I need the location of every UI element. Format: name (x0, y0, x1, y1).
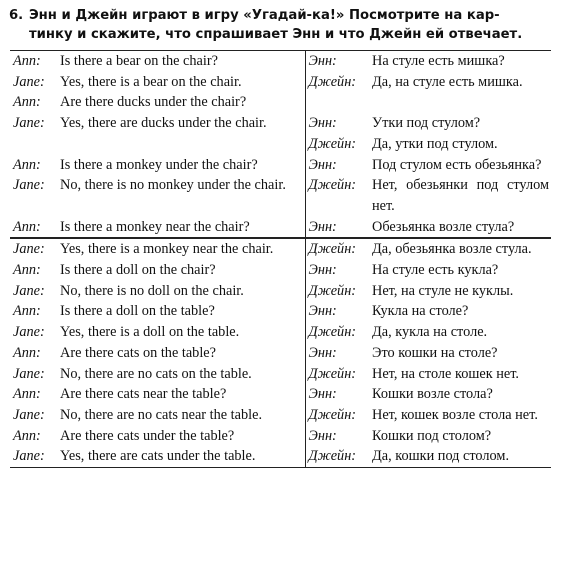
russian-line: Нет, на стуле не куклы. (372, 282, 514, 299)
russian-line: На стуле есть мишка? (372, 51, 551, 72)
table-row (10, 260, 551, 281)
english-speaker: Ann: (13, 262, 41, 279)
english-speaker: Ann: (13, 218, 41, 235)
english-line: No, there are no cats near the table. (60, 405, 305, 426)
table-row (10, 364, 551, 385)
russian-speaker: Энн: (308, 115, 337, 132)
english-speaker: Jane: (13, 177, 45, 194)
english-speaker: Ann: (13, 344, 41, 361)
russian-speaker: Джейн: (308, 73, 357, 90)
russian-speaker: Энн: (308, 386, 337, 403)
russian-speaker: Джейн: (308, 177, 357, 194)
russian-speaker: Джейн: (305, 446, 372, 467)
table-row (10, 113, 551, 134)
russian-line: Под стулом есть обезьянка? (372, 156, 542, 173)
table-row (10, 175, 551, 216)
russian-speaker: Джейн: (308, 406, 357, 423)
russian-speaker: Энн: (305, 51, 372, 72)
table-row (10, 384, 551, 405)
english-speaker: Ann: (13, 94, 41, 111)
russian-speaker: Джейн: (305, 238, 372, 260)
english-speaker: Ann: (13, 156, 41, 173)
table-row (10, 155, 551, 176)
task-heading (9, 6, 554, 44)
russian-line: Кошки возле стола? (372, 386, 493, 403)
table-row (10, 92, 551, 113)
english-line: Yes, there is a monkey near the chair. (60, 238, 305, 260)
russian-line: На стуле есть кукла? (372, 262, 499, 279)
english-line: Is there a bear on the chair? (60, 51, 305, 72)
english-speaker: Jane: (13, 406, 45, 423)
russian-line: Да, утки под стулом. (372, 135, 498, 152)
dialogue-block-1 (10, 51, 551, 239)
table-row (10, 343, 551, 364)
russian-speaker: Энн: (308, 427, 337, 444)
russian-speaker: Джейн: (308, 324, 357, 341)
english-line: Yes, there are cats under the table. (60, 446, 305, 467)
table-row (10, 134, 551, 155)
russian-speaker: Энн: (308, 344, 337, 361)
russian-speaker: Энн: (308, 218, 337, 235)
english-speaker: Ann: (13, 386, 41, 403)
table-row (10, 281, 551, 302)
russian-speaker: Энн: (308, 303, 337, 320)
task-line-1 (9, 6, 554, 25)
russian-line (372, 92, 551, 113)
table-row (10, 405, 551, 426)
table-row (10, 322, 551, 343)
russian-speaker: Энн: (308, 262, 337, 279)
english-line: No, there is no monkey under the chair. (60, 175, 305, 216)
russian-line: Утки под стулом? (372, 115, 481, 132)
russian-speaker: Энн: (308, 156, 337, 173)
russian-line: Да, на стуле есть мишка. (372, 73, 523, 90)
russian-line: Кукла на столе? (372, 303, 469, 320)
english-line: Are there cats on the table? (60, 343, 305, 364)
russian-line: Нет, кошек возле стола нет. (372, 406, 538, 423)
task-text-line-1: Энн и Джейн играют в игру «Угадай-ка!» Посмотрите на кар- (29, 8, 500, 23)
table-row (10, 217, 551, 239)
english-speaker: Jane: (13, 73, 45, 90)
english-line: Is there a monkey under the chair? (60, 155, 305, 176)
russian-line: Это кошки на столе? (372, 344, 498, 361)
english-speaker: Jane: (10, 446, 60, 467)
english-speaker: Ann: (10, 51, 60, 72)
english-line: Is there a doll on the table? (60, 301, 305, 322)
english-line (60, 134, 305, 155)
russian-speaker: Джейн: (308, 135, 357, 152)
russian-line: Да, кукла на столе. (372, 324, 488, 341)
table-row (10, 51, 551, 72)
english-line: Yes, there is a doll on the table. (60, 322, 305, 343)
task-text-line-2: тинку и скажите, что спрашивает Энн и что Джейн ей отвечает. (29, 27, 523, 42)
english-line: Yes, there is a bear on the chair. (60, 72, 305, 93)
english-line: No, there is no doll on the chair. (60, 281, 305, 302)
russian-line: Обезьянка возле стула? (372, 218, 515, 235)
table-row (10, 301, 551, 322)
english-speaker: Jane: (13, 324, 45, 341)
russian-line: Кошки под столом? (372, 427, 492, 444)
english-line: Yes, there are ducks under the chair. (60, 113, 305, 134)
english-line: Is there a doll on the chair? (60, 260, 305, 281)
english-speaker: Jane: (10, 238, 60, 260)
russian-speaker: Джейн: (308, 365, 357, 382)
table-row (10, 72, 551, 93)
english-speaker: Jane: (13, 365, 45, 382)
dialogue-block-2 (10, 238, 551, 467)
russian-line: Нет, обезьянки под стулом нет. (372, 177, 549, 214)
dialogue-table (10, 50, 551, 468)
table-row (10, 446, 551, 467)
english-speaker: Ann: (13, 427, 41, 444)
table-row (10, 426, 551, 447)
russian-speaker (305, 92, 372, 113)
english-speaker: Jane: (13, 115, 45, 132)
english-speaker (10, 134, 60, 155)
english-line: Are there cats under the table? (60, 426, 305, 447)
english-line: No, there are no cats on the table. (60, 364, 305, 385)
table-row (10, 238, 551, 260)
russian-line: Да, обезьянка возле стула. (372, 238, 551, 260)
english-speaker: Ann: (13, 303, 41, 320)
english-line: Are there ducks under the chair? (60, 92, 305, 113)
russian-line: Нет, на столе кошек нет. (372, 365, 519, 382)
russian-speaker: Джейн: (308, 282, 357, 299)
russian-line: Да, кошки под столом. (372, 446, 551, 467)
english-speaker: Jane: (13, 282, 45, 299)
english-line: Are there cats near the table? (60, 384, 305, 405)
english-line: Is there a monkey near the chair? (60, 217, 305, 239)
task-number: 6. (9, 8, 24, 23)
